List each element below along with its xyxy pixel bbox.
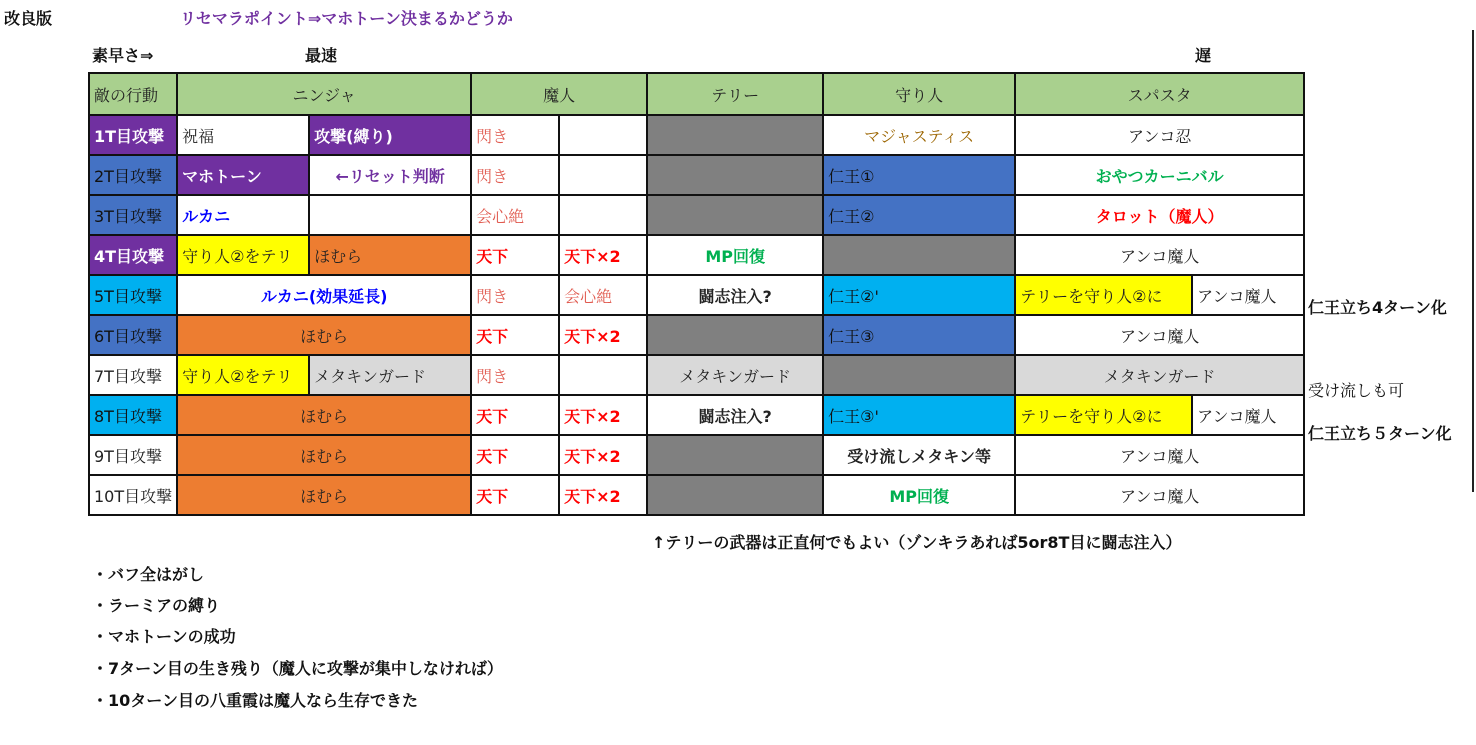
table-row [89, 395, 1304, 435]
ninja-cell: 守り人②をテリ [177, 235, 309, 275]
supasuta-cell: アンコ魔人 [1015, 435, 1304, 475]
table-row [89, 155, 1304, 195]
mamori-cell: 仁王③' [823, 395, 1015, 435]
supasuta-cell: アンコ魔人 [1015, 315, 1304, 355]
majin-cell: 天下×2 [559, 395, 647, 435]
bullet-note: ・ラーミアの縛り [92, 596, 221, 615]
terry-cell: 闘志注入? [647, 395, 823, 435]
header-terry: テリー [647, 73, 823, 115]
supasuta-cell: アンコ魔人 [1015, 235, 1304, 275]
slowest-label: 遅 [1195, 46, 1212, 65]
terry-cell [647, 315, 823, 355]
mamori-cell: 受け流しメタキン等 [823, 435, 1015, 475]
fastest-label: 最速 [305, 46, 338, 65]
ninja-cell: ほむら [309, 235, 471, 275]
majin-cell [559, 355, 647, 395]
mamori-cell: マジャスティス [823, 115, 1015, 155]
mamori-cell: 仁王③ [823, 315, 1015, 355]
header-mamoribito: 守り人 [823, 73, 1015, 115]
majin-cell: 閃き [471, 155, 559, 195]
turn-cell: 4T目攻撃 [89, 235, 177, 275]
supasuta-cell: テリーを守り人②に [1015, 395, 1192, 435]
ninja-cell: ほむら [177, 435, 471, 475]
terry-cell [647, 435, 823, 475]
ninja-cell: ルカニ [177, 195, 309, 235]
supasuta-cell: アンコ魔人 [1192, 395, 1304, 435]
table-row [89, 355, 1304, 395]
header-enemy-action: 敵の行動 [89, 73, 177, 115]
side-note-turn5: 仁王立ち4ターン化 [1308, 298, 1447, 317]
ninja-cell [309, 195, 471, 235]
table-row [89, 275, 1304, 315]
majin-cell: 閃き [471, 275, 559, 315]
supasuta-cell: タロット（魔人） [1015, 195, 1304, 235]
ninja-cell: ルカニ(効果延長) [177, 275, 471, 315]
majin-cell: 天下×2 [559, 475, 647, 515]
turn-cell: 7T目攻撃 [89, 355, 177, 395]
majin-cell: 天下 [471, 235, 559, 275]
ninja-cell: マホトーン [177, 155, 309, 195]
ninja-cell: ←リセット判断 [309, 155, 471, 195]
majin-cell: 閃き [471, 355, 559, 395]
terry-cell [647, 195, 823, 235]
majin-cell: 天下×2 [559, 315, 647, 355]
supasuta-cell: アンコ忍 [1015, 115, 1304, 155]
supasuta-cell: テリーを守り人②に [1015, 275, 1192, 315]
supasuta-cell: アンコ魔人 [1015, 475, 1304, 515]
supasuta-cell: アンコ魔人 [1192, 275, 1304, 315]
majin-cell: 天下×2 [559, 235, 647, 275]
ninja-cell: 攻撃(縛り) [309, 115, 471, 155]
turn-cell: 10T目攻撃 [89, 475, 177, 515]
majin-cell: 天下 [471, 435, 559, 475]
turn-cell: 8T目攻撃 [89, 395, 177, 435]
header-majin: 魔人 [471, 73, 647, 115]
turn-cell: 6T目攻撃 [89, 315, 177, 355]
header-row [89, 73, 1304, 115]
mamori-cell [823, 355, 1015, 395]
turn-cell: 9T目攻撃 [89, 435, 177, 475]
speed-label: 素早さ⇒ [92, 46, 154, 65]
terry-cell: メタキンガード [647, 355, 823, 395]
supasuta-cell: メタキンガード [1015, 355, 1304, 395]
turn-cell: 2T目攻撃 [89, 155, 177, 195]
table-row [89, 435, 1304, 475]
terry-cell [647, 475, 823, 515]
terry-cell: 闘志注入? [647, 275, 823, 315]
majin-cell: 会心絶 [559, 275, 647, 315]
terry-cell: MP回復 [647, 235, 823, 275]
ninja-cell: 祝福 [177, 115, 309, 155]
mamori-cell: 仁王② [823, 195, 1015, 235]
ninja-cell: ほむら [177, 475, 471, 515]
turn-plan-table [88, 72, 1305, 516]
table-row [89, 195, 1304, 235]
table-row [89, 475, 1304, 515]
supasuta-cell: おやつカーニバル [1015, 155, 1304, 195]
mamori-cell: MP回復 [823, 475, 1015, 515]
header-ninja: ニンジャ [177, 73, 471, 115]
sheet-subtitle: リセマラポイント⇒マホトーン決まるかどうか [180, 9, 513, 28]
table-row [89, 235, 1304, 275]
bullet-note: ・10ターン目の八重霞は魔人なら生存できた [92, 691, 418, 710]
turn-cell: 5T目攻撃 [89, 275, 177, 315]
sheet-title: 改良版 [4, 9, 53, 28]
side-note-turn7: 受け流しも可 [1308, 381, 1405, 400]
majin-cell [559, 115, 647, 155]
terry-cell [647, 155, 823, 195]
ninja-cell: ほむら [177, 315, 471, 355]
table-row [89, 315, 1304, 355]
majin-cell: 会心絶 [471, 195, 559, 235]
turn-cell: 1T目攻撃 [89, 115, 177, 155]
majin-cell: 天下×2 [559, 435, 647, 475]
terry-weapon-note: ↑テリーの武器は正直何でもよい（ゾンキラあれば5or8T目に闘志注入） [652, 533, 1182, 552]
header-supasuta: スパスタ [1015, 73, 1304, 115]
side-note-turn8: 仁王立ち５ターン化 [1308, 424, 1452, 443]
terry-cell [647, 115, 823, 155]
majin-cell [559, 195, 647, 235]
ninja-cell: 守り人②をテリ [177, 355, 309, 395]
ninja-cell: メタキンガード [309, 355, 471, 395]
mamori-cell: 仁王②' [823, 275, 1015, 315]
majin-cell: 閃き [471, 115, 559, 155]
ninja-cell: ほむら [177, 395, 471, 435]
majin-cell: 天下 [471, 475, 559, 515]
bullet-note: ・7ターン目の生き残り（魔人に攻撃が集中しなければ） [92, 659, 503, 678]
majin-cell [559, 155, 647, 195]
turn-cell: 3T目攻撃 [89, 195, 177, 235]
majin-cell: 天下 [471, 395, 559, 435]
mamori-cell [823, 235, 1015, 275]
bullet-note: ・バフ全はがし [92, 565, 205, 584]
table-row [89, 115, 1304, 155]
mamori-cell: 仁王① [823, 155, 1015, 195]
majin-cell: 天下 [471, 315, 559, 355]
bullet-note: ・マホトーンの成功 [92, 627, 236, 646]
vertical-divider [1472, 30, 1474, 492]
